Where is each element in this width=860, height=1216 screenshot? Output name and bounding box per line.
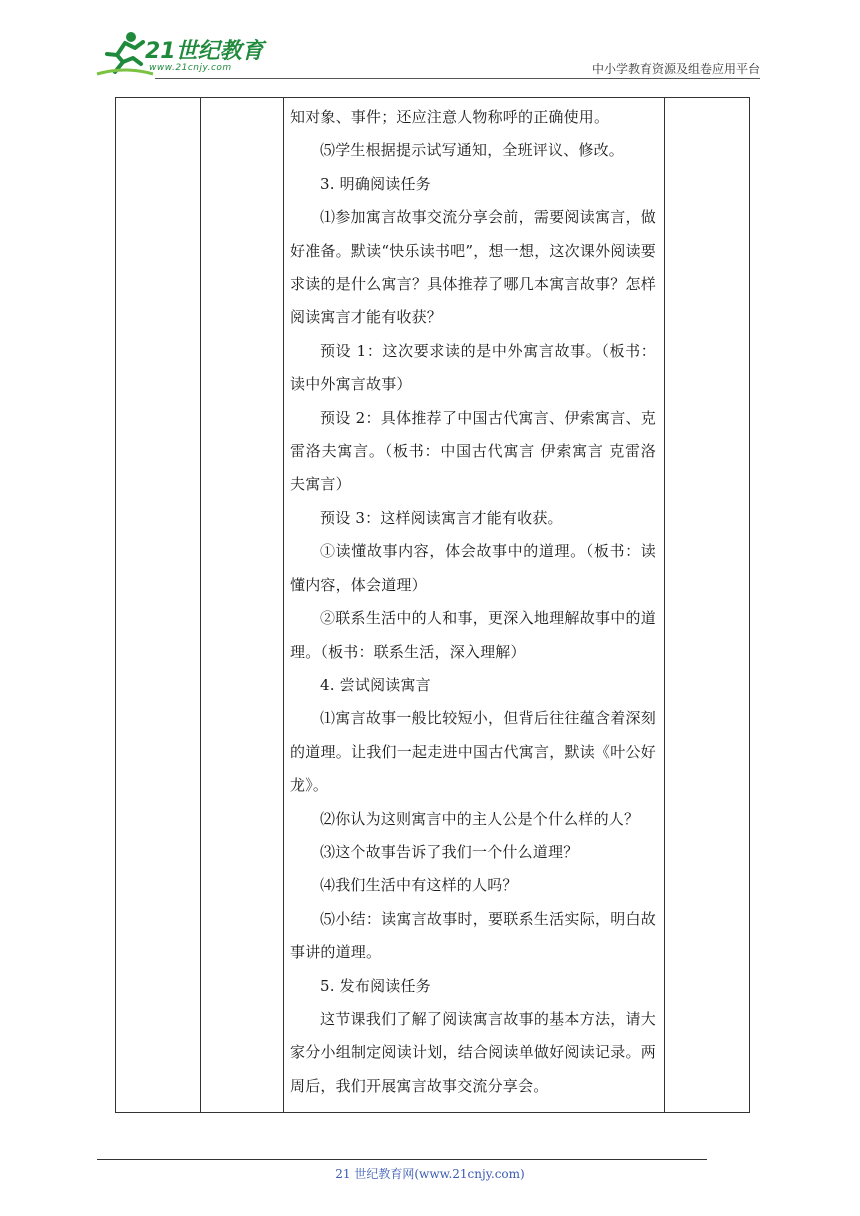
- paragraph: ⑶这个故事告诉了我们一个什么道理？: [320, 842, 579, 861]
- paragraph: 预设 1：这次要求读的是中外寓言故事。（板书：读中外寓言故事）: [290, 341, 656, 394]
- paragraph: 预设 3：这样阅读寓言才能有收获。: [320, 508, 563, 527]
- paragraph: ⑷我们生活中有这样的人吗？: [320, 876, 518, 895]
- logo-url: www.21cnjy.com: [149, 63, 232, 73]
- paragraph: ⑴寓言故事一般比较短小，但背后往往蕴含着深刻的道理。让我们一起走进中国古代寓言，默读《叶公好龙》。: [290, 709, 656, 795]
- platform-name: 中小学教育资源及组卷应用平台: [591, 62, 760, 76]
- paragraph: ②联系生活中的人和事，更深入地理解故事中的道理。（板书：联系生活，深入理解）: [290, 609, 656, 661]
- paragraph: ⑸小结：读寓言故事时，要联系生活实际，明白故事讲的道理。: [290, 909, 656, 962]
- section-heading: 4. 尝试阅读寓言: [320, 675, 431, 694]
- table-cell-content: [284, 98, 665, 1113]
- page-header: [95, 28, 760, 80]
- logo-text: 21世纪教育: [145, 39, 264, 64]
- table-row: [116, 98, 750, 1113]
- paragraph: ①读懂故事内容，体会故事中的道理。（板书：读懂内容，体会道理）: [290, 542, 656, 594]
- table-cell-col1: [116, 98, 201, 1113]
- paragraph: ⑵你认为这则寓言中的主人公是个什么样的人？: [320, 809, 640, 828]
- paragraph: 预设 2：具体推荐了中国古代寓言、伊索寓言、克雷洛夫寓言。（板书：中国古代寓言 伊索寓言 克雷洛夫寓言）: [290, 408, 656, 494]
- paragraph: ⑴参加寓言故事交流分享会前，需要阅读寓言，做好准备。默读“快乐读书吧”，想一想，这次课外阅读要求读的是什么寓言？具体推荐了哪几本寓言故事？怎样阅读寓言才能有收获？: [290, 208, 656, 327]
- paragraph: 知对象、事件；还应注意人物称呼的正确使用。: [290, 108, 610, 126]
- footer-divider: [97, 1159, 707, 1160]
- header-divider: [155, 78, 760, 79]
- table-cell-col2: [201, 98, 284, 1113]
- paragraph: ⑸学生根据提示试写通知，全班评议、修改。: [320, 141, 625, 160]
- section-heading: 3. 明确阅读任务: [320, 174, 431, 193]
- footer-link[interactable]: 21 世纪教育网(www.21cnjy.com): [335, 1167, 525, 1181]
- paragraph: 这节课我们了解了阅读寓言故事的基本方法，请大家分小组制定阅读计划，结合阅读单做好阅读记录。两周后，我们开展寓言故事交流分享会。: [290, 1009, 656, 1095]
- lesson-content: [284, 98, 664, 1103]
- table-cell-col4: [665, 98, 750, 1113]
- site-logo[interactable]: [95, 28, 265, 78]
- lesson-table: [115, 97, 750, 1113]
- section-heading: 5. 发布阅读任务: [320, 976, 431, 995]
